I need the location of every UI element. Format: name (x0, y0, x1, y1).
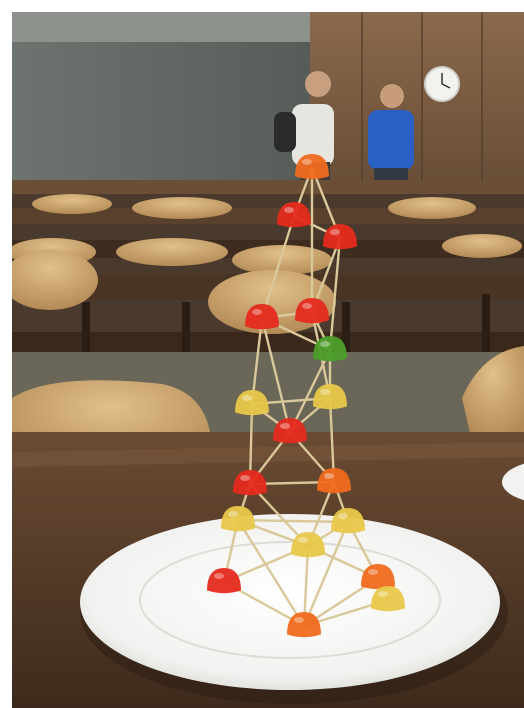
wall-clock (425, 67, 459, 101)
photo-frame (12, 12, 524, 708)
tower-photo (12, 12, 524, 708)
ceiling-band (12, 12, 312, 42)
